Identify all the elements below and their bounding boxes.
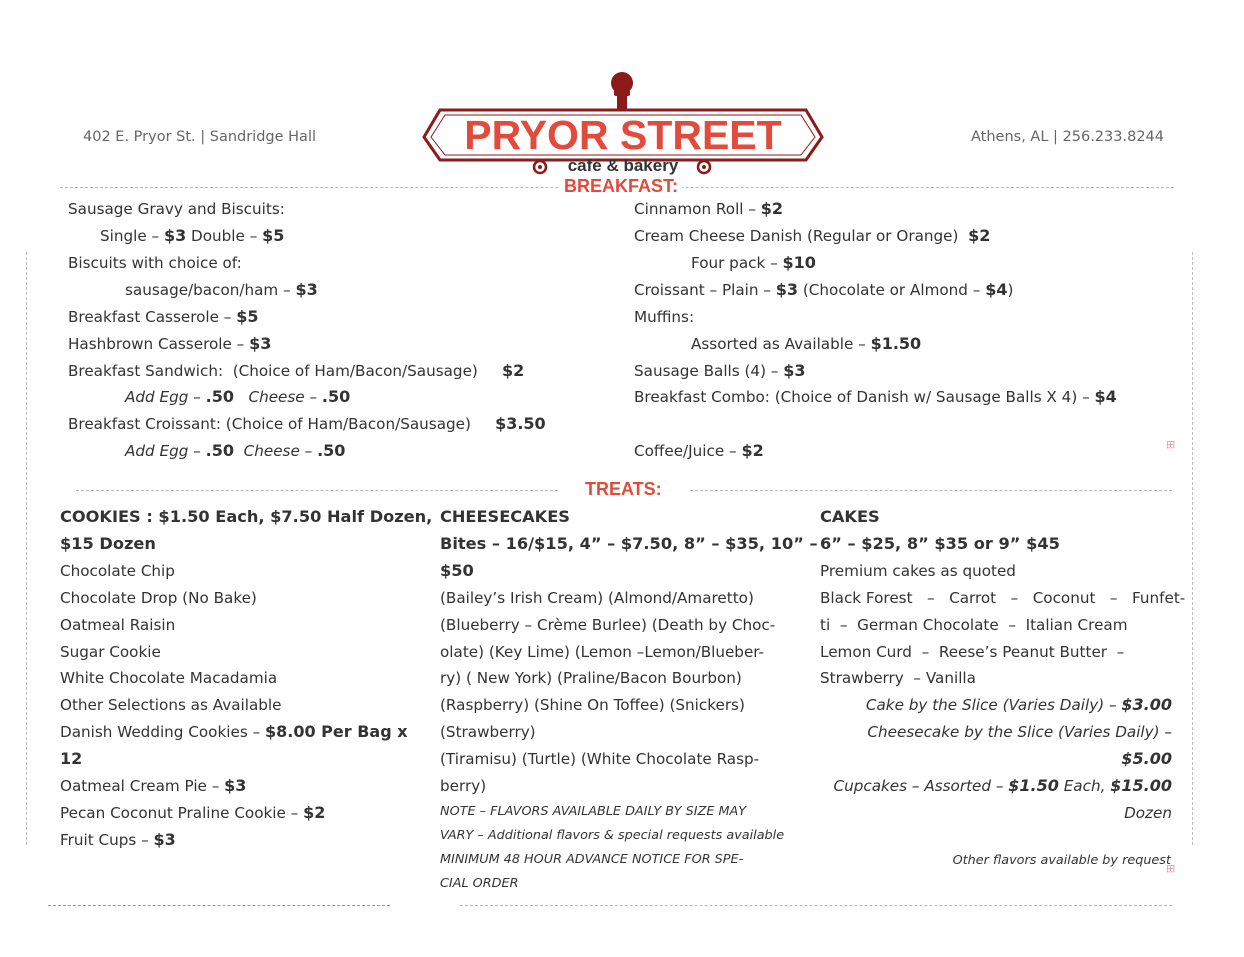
list-item: Other Selections as Available xyxy=(60,696,282,715)
list-item: Single – $3 Double – $5 xyxy=(100,226,285,245)
cheesecake-note: NOTE – FLAVORS AVAILABLE DAILY BY SIZE MAY xyxy=(440,803,747,819)
list-item: Cheesecake by the Slice (Varies Daily) – xyxy=(867,723,1172,742)
list-item: Breakfast Sandwich: (Choice of Ham/Bacon/Sausage) $2 xyxy=(68,361,525,380)
address-left: 402 E. Pryor St. | Sandridge Hall xyxy=(83,129,316,145)
list-item: Sausage Balls (4) – $3 xyxy=(634,361,806,380)
list-item: (Bailey’s Irish Cream) (Almond/Amaretto) xyxy=(440,588,754,607)
list-item: Add Egg – .50 Cheese – .50 xyxy=(125,387,351,406)
list-item: Premium cakes as quoted xyxy=(820,561,1016,580)
list-item: Add Egg – .50 Cheese – .50 xyxy=(125,441,346,460)
list-item: Cupcakes – Assorted – $1.50 Each, $15.00 xyxy=(833,776,1172,796)
list-item: olate) (Key Lime) (Lemon –Lemon/Blueber- xyxy=(440,642,765,661)
logo xyxy=(420,70,826,182)
list-item: Dozen xyxy=(1124,803,1172,822)
list-item: Muffins: xyxy=(634,308,695,326)
logo-name: PRYOR STREET xyxy=(464,112,782,158)
list-item: Cream Cheese Danish (Regular or Orange) $2 xyxy=(634,226,991,245)
list-item: Breakfast Combo: (Choice of Danish w/ Sausage Balls X 4) – $4 xyxy=(634,387,1117,406)
list-item: berry) xyxy=(440,777,487,796)
cakes-prices: 6” – $25, 8” $35 or 9” $45 xyxy=(820,533,1060,553)
list-item: Oatmeal Cream Pie – $3 xyxy=(60,776,247,796)
cheesecakes-prices: $50 xyxy=(440,560,474,580)
logo-subtitle: café & bakery xyxy=(567,156,679,175)
cheesecakes-prices: Bites – 16/$15, 4” – $7.50, 8” – $35, 10” – xyxy=(440,533,818,553)
cheesecakes-column xyxy=(440,504,818,896)
cheesecake-note: VARY – Additional flavors & special requests available xyxy=(440,827,785,843)
cakes-heading: CAKES xyxy=(820,507,880,526)
list-item: Assorted as Available – $1.50 xyxy=(691,334,922,353)
cookies-column xyxy=(60,504,433,854)
list-item: Lemon Curd – Reese’s Peanut Butter – xyxy=(820,642,1125,661)
list-item: (Raspberry) (Shine On Toffee) (Snickers) xyxy=(440,696,745,715)
list-item: Cinnamon Roll – $2 xyxy=(634,199,784,218)
list-item: Chocolate Drop (No Bake) xyxy=(60,588,257,607)
cakes-column xyxy=(820,504,1186,827)
list-item: Coffee/Juice – $2 xyxy=(634,441,764,460)
list-item: Croissant – Plain – $3 (Chocolate or Almond – $4) xyxy=(634,280,1014,299)
list-item: Cake by the Slice (Varies Daily) – $3.00 xyxy=(865,695,1172,715)
list-item: ry) ( New York) (Praline/Bacon Bourbon) xyxy=(440,669,742,688)
list-item: Black Forest – Carrot – Coconut – Funfet- xyxy=(820,588,1186,607)
list-item: Pecan Coconut Praline Cookie – $2 xyxy=(60,802,326,822)
list-item: Strawberry – Vanilla xyxy=(820,669,976,688)
bottom-divider-left xyxy=(48,905,390,906)
cakes-footnote: Other flavors available by request xyxy=(952,853,1171,868)
list-item: 12 xyxy=(60,749,83,769)
treats-divider-left xyxy=(76,490,558,491)
list-item: sausage/bacon/ham – $3 xyxy=(125,280,318,299)
text-overflow-marker: ⊞ xyxy=(1166,438,1176,451)
list-item: Breakfast Casserole – $5 xyxy=(68,307,259,326)
treats-divider-right xyxy=(690,490,1172,491)
address-right: Athens, AL | 256.233.8244 xyxy=(971,129,1164,145)
list-item: Chocolate Chip xyxy=(60,561,175,580)
breakfast-heading: BREAKFAST: xyxy=(560,176,682,197)
cheesecake-note: CIAL ORDER xyxy=(440,875,519,891)
list-item: Breakfast Croissant: (Choice of Ham/Bacon/Sausage) $3.50 xyxy=(68,414,546,433)
list-item: Four pack – $10 xyxy=(691,253,816,272)
list-item: Sugar Cookie xyxy=(60,642,161,661)
list-item: (Blueberry – Crème Burlee) (Death by Choc- xyxy=(440,615,776,634)
list-item: (Tiramisu) (Turtle) (White Chocolate Rasp- xyxy=(440,750,760,769)
text-overflow-marker: ⊞ xyxy=(1166,862,1176,875)
list-item: Sausage Gravy and Biscuits: xyxy=(68,200,285,218)
cookies-heading: $15 Dozen xyxy=(60,533,156,553)
bottom-divider-right xyxy=(460,905,1172,906)
left-border xyxy=(26,252,27,845)
cheesecakes-heading: CHEESECAKES xyxy=(440,507,570,526)
list-item: $5.00 xyxy=(1121,749,1172,769)
cheesecake-note: MINIMUM 48 HOUR ADVANCE NOTICE FOR SPE- xyxy=(440,851,744,867)
right-border xyxy=(1192,252,1193,845)
list-item: Biscuits with choice of: xyxy=(68,254,242,272)
treats-heading: TREATS: xyxy=(581,479,666,500)
list-item: Oatmeal Raisin xyxy=(60,615,176,634)
list-item: (Strawberry) xyxy=(440,723,536,742)
list-item: ti – German Chocolate – Italian Cream xyxy=(820,615,1128,634)
cookies-heading: COOKIES : $1.50 Each, $7.50 Half Dozen, xyxy=(60,507,433,526)
list-item: Danish Wedding Cookies – $8.00 Per Bag x xyxy=(60,722,408,742)
list-item: Hashbrown Casserole – $3 xyxy=(68,334,272,353)
list-item: White Chocolate Macadamia xyxy=(60,669,278,688)
list-item: Fruit Cups – $3 xyxy=(60,829,176,849)
